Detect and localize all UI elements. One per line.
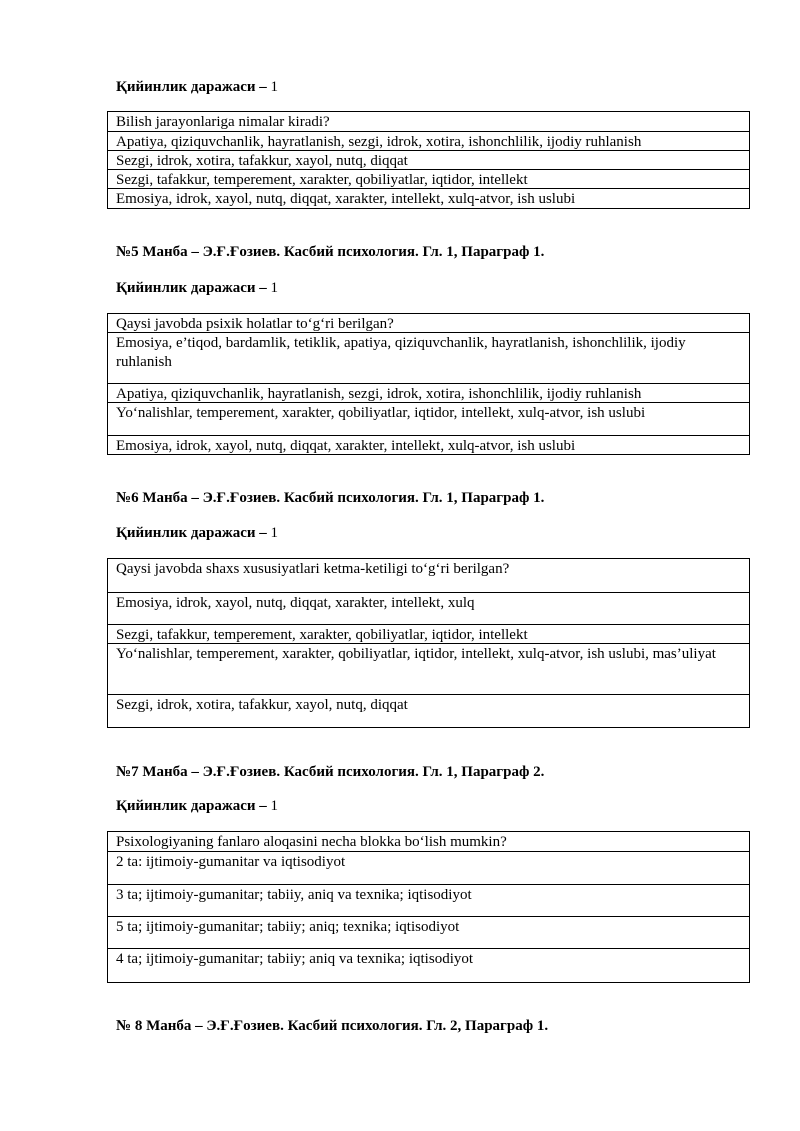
- difficulty-line: Қийинлик даражаси – 1: [116, 798, 279, 814]
- section-heading: № 8 Манба – Э.Ғ.Ғозиев. Касбий психология. Гл. 2, Параграф 1.: [116, 1018, 549, 1034]
- answer-option: Emosiya, idrok, xayol, nutq, diqqat, xarakter, intellekt, xulq: [108, 592, 749, 624]
- section-heading: №5 Манба – Э.Ғ.Ғозиев. Касбий психология. Гл. 1, Параграф 1.: [116, 244, 545, 260]
- answer-option: Yo‘nalishlar, temperement, xarakter, qobiliyatlar, iqtidor, intellekt, xulq-atvor, ish uslubi, mas’uliyat: [108, 643, 749, 694]
- answer-option: Sezgi, tafakkur, temperement, xarakter, qobiliyatlar, iqtidor, intellekt: [108, 624, 749, 643]
- difficulty-line: Қийинлик даражаси – 1: [116, 79, 279, 95]
- answer-option: Emosiya, e’tiqod, bardamlik, tetiklik, apatiya, qiziquvchanlik, hayratlanish, ishonchlilik, ijodiy ruhlanish: [108, 332, 749, 383]
- section-heading: №7 Манба – Э.Ғ.Ғозиев. Касбий психология. Гл. 1, Параграф 2.: [116, 764, 545, 780]
- question-cell: Bilish jarayonlariga nimalar kiradi?: [116, 114, 330, 130]
- question-cell: Qaysi javobda shaxs xususiyatlari ketma-ketiligi to‘g‘ri berilgan?: [116, 561, 510, 577]
- question-table: [107, 111, 750, 209]
- answer-option: 3 ta; ijtimoiy-gumanitar; tabiiy, aniq va texnika; iqtisodiyot: [108, 884, 749, 916]
- answer-option: Sezgi, idrok, xotira, tafakkur, xayol, nutq, diqqat: [108, 694, 749, 727]
- difficulty-line: Қийинлик даражаси – 1: [116, 525, 279, 541]
- answer-option: Emosiya, idrok, xayol, nutq, diqqat, xarakter, intellekt, xulq-atvor, ish uslubi: [108, 435, 749, 454]
- answer-option: Emosiya, idrok, xayol, nutq, diqqat, xarakter, intellekt, xulq-atvor, ish uslubi: [108, 188, 749, 208]
- answer-option: Sezgi, tafakkur, temperement, xarakter, qobiliyatlar, iqtidor, intellekt: [108, 169, 749, 188]
- answer-option: Yo‘nalishlar, temperement, xarakter, qobiliyatlar, iqtidor, intellekt, xulq-atvor, ish uslubi: [108, 402, 749, 435]
- question-cell: Psixologiyaning fanlaro aloqasini necha blokka bo‘lish mumkin?: [116, 834, 507, 850]
- answer-option: Sezgi, idrok, xotira, tafakkur, xayol, nutq, diqqat: [108, 150, 749, 169]
- answer-option: 4 ta; ijtimoiy-gumanitar; tabiiy; aniq va texnika; iqtisodiyot: [108, 948, 749, 982]
- answer-option: 5 ta; ijtimoiy-gumanitar; tabiiy; aniq; texnika; iqtisodiyot: [108, 916, 749, 948]
- question-table: [107, 831, 750, 983]
- answer-option: Apatiya, qiziquvchanlik, hayratlanish, sezgi, idrok, xotira, ishonchlilik, ijodiy ruhlanish: [108, 383, 749, 402]
- answer-option: 2 ta: ijtimoiy-gumanitar va iqtisodiyot: [108, 851, 749, 884]
- section-heading: №6 Манба – Э.Ғ.Ғозиев. Касбий психология. Гл. 1, Параграф 1.: [116, 490, 545, 506]
- difficulty-line: Қийинлик даражаси – 1: [116, 280, 279, 296]
- question-table: [107, 313, 750, 455]
- question-cell: Qaysi javobda psixik holatlar to‘g‘ri berilgan?: [116, 316, 394, 332]
- answer-option: Apatiya, qiziquvchanlik, hayratlanish, sezgi, idrok, xotira, ishonchlilik, ijodiy ruhlanish: [108, 131, 749, 150]
- question-table: [107, 558, 750, 728]
